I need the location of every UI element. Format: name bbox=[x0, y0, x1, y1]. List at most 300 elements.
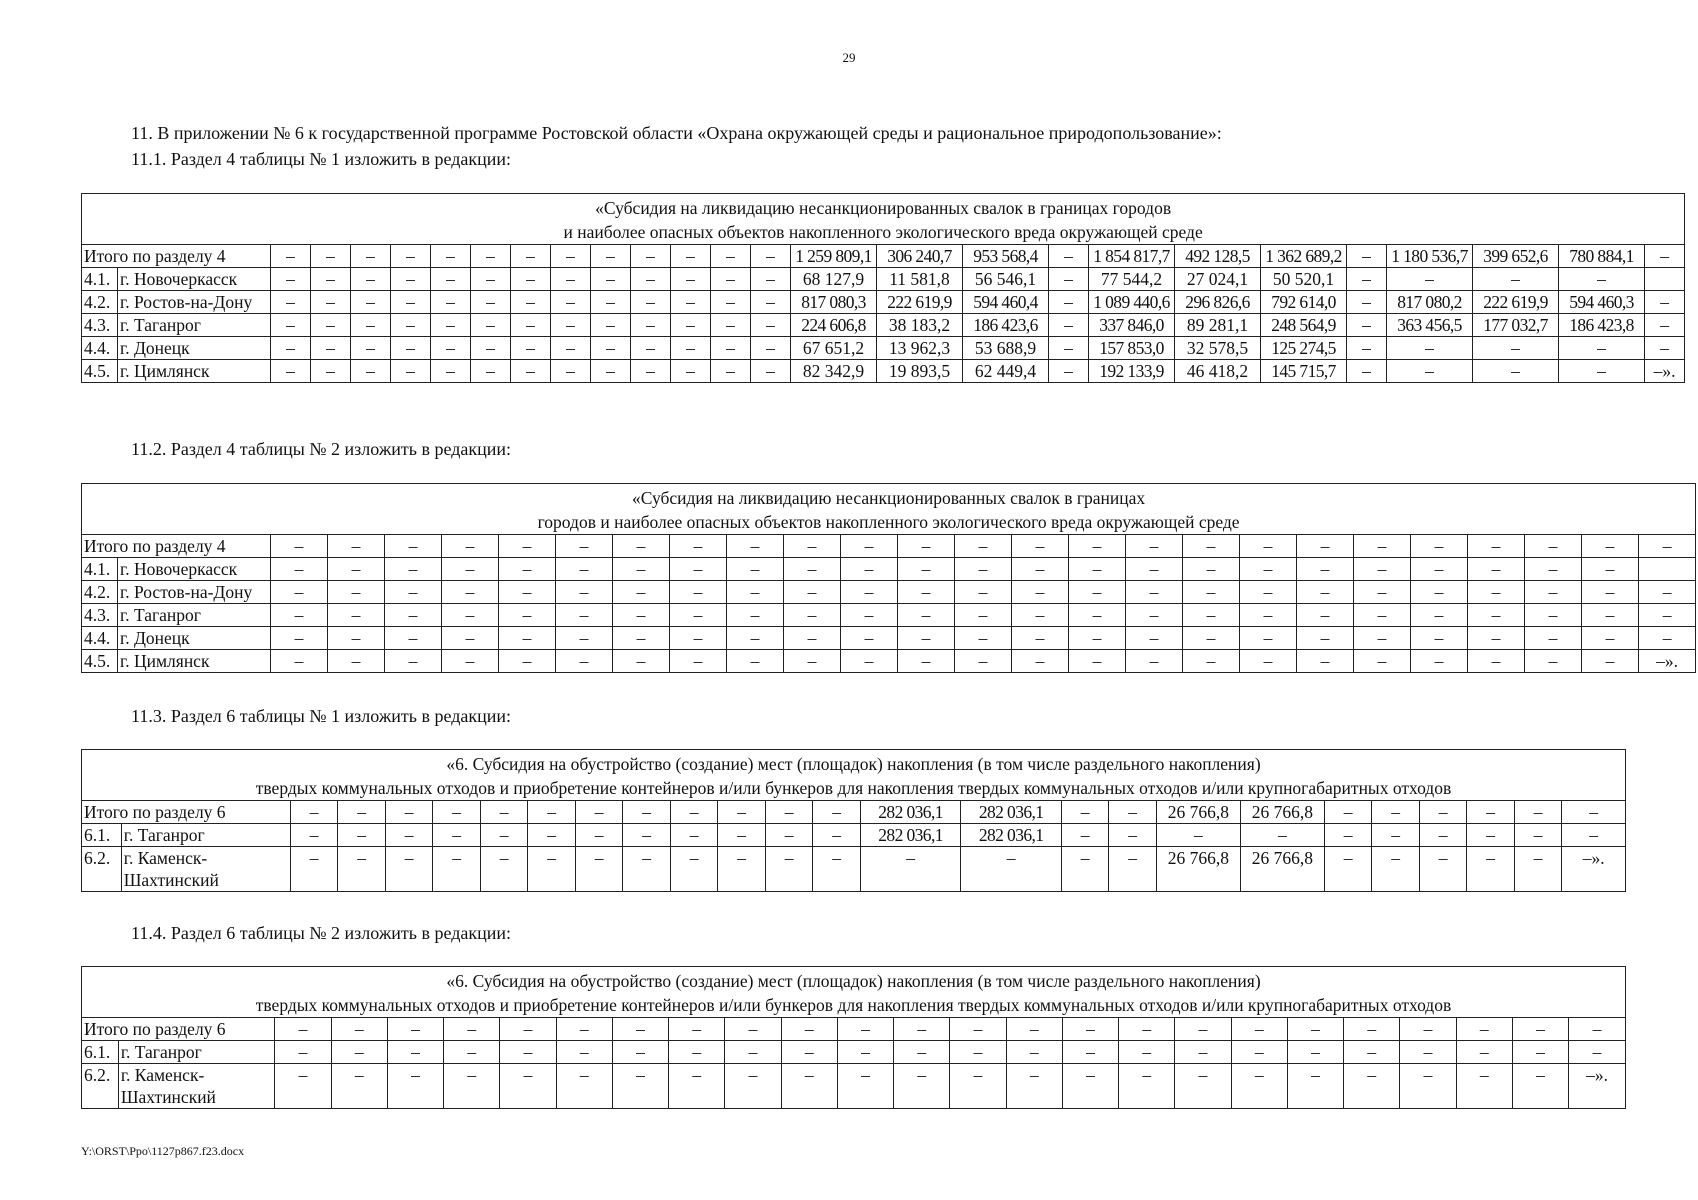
value-cell: – bbox=[271, 604, 328, 627]
value-cell: – bbox=[1049, 268, 1089, 291]
value-cell: 399 652,6 bbox=[1473, 245, 1559, 268]
value-cell: – bbox=[670, 801, 718, 824]
value-cell: – bbox=[612, 1018, 668, 1041]
value-cell: – bbox=[1468, 650, 1525, 673]
row-label: г. Донецк bbox=[118, 627, 271, 650]
caption-line: «6. Субсидия на обустройство (создание) мест (площадок) накопления (в том числе раздельного накопления) bbox=[446, 754, 1261, 774]
value-cell: – bbox=[1411, 558, 1468, 581]
value-cell: 953 568,4 bbox=[963, 245, 1049, 268]
value-cell: 38 183,2 bbox=[877, 314, 963, 337]
value-cell: – bbox=[1126, 581, 1183, 604]
value-cell: – bbox=[311, 360, 351, 383]
value-cell: 1 854 817,7 bbox=[1089, 245, 1175, 268]
value-cell: – bbox=[328, 604, 385, 627]
value-cell: – bbox=[1514, 847, 1562, 892]
value-cell: – bbox=[511, 337, 551, 360]
value-cell: 492 128,5 bbox=[1175, 245, 1261, 268]
value-cell: – bbox=[1347, 268, 1387, 291]
value-cell: – bbox=[1512, 1041, 1568, 1064]
table-section-4-t1 bbox=[81, 193, 1685, 383]
value-cell: 13 962,3 bbox=[877, 337, 963, 360]
value-cell: – bbox=[1559, 360, 1645, 383]
value-cell: – bbox=[671, 291, 711, 314]
value-cell: – bbox=[444, 1041, 500, 1064]
value-cell: – bbox=[1512, 1018, 1568, 1041]
value-cell: 11 581,8 bbox=[877, 268, 963, 291]
value-cell: – bbox=[1287, 1018, 1343, 1041]
value-cell: 32 578,5 bbox=[1175, 337, 1261, 360]
value-cell: – bbox=[328, 535, 385, 558]
value-cell: – bbox=[1645, 291, 1685, 314]
value-cell: – bbox=[442, 650, 499, 673]
value-cell: – bbox=[271, 627, 328, 650]
value-cell: – bbox=[391, 268, 431, 291]
value-cell: – bbox=[431, 360, 471, 383]
value-cell: 26 766,8 bbox=[1240, 801, 1324, 824]
value-cell: 222 619,9 bbox=[1473, 291, 1559, 314]
value-cell bbox=[1639, 558, 1696, 581]
value-cell: – bbox=[860, 847, 961, 892]
value-cell: – bbox=[711, 245, 751, 268]
value-cell: – bbox=[765, 847, 813, 892]
value-cell: – bbox=[391, 245, 431, 268]
value-cell: – bbox=[1049, 245, 1089, 268]
value-cell: – bbox=[556, 558, 613, 581]
table-row bbox=[82, 847, 1626, 892]
value-cell: – bbox=[1126, 650, 1183, 673]
value-cell: – bbox=[1400, 1064, 1456, 1109]
row-number: 4.1. bbox=[82, 268, 118, 291]
value-cell: – bbox=[528, 824, 576, 847]
value-cell: – bbox=[784, 535, 841, 558]
value-cell: – bbox=[556, 650, 613, 673]
value-cell: – bbox=[751, 337, 791, 360]
value-cell: – bbox=[1156, 824, 1240, 847]
value-cell: – bbox=[631, 314, 671, 337]
value-cell: – bbox=[351, 360, 391, 383]
value-cell: – bbox=[1324, 847, 1372, 892]
value-cell: 177 032,7 bbox=[1473, 314, 1559, 337]
value-cell: – bbox=[387, 1041, 443, 1064]
row-label: г. Донецк bbox=[118, 337, 271, 360]
value-cell: – bbox=[751, 314, 791, 337]
value-cell: – bbox=[1062, 1064, 1118, 1109]
value-cell: – bbox=[1473, 268, 1559, 291]
value-cell: 67 651,2 bbox=[791, 337, 877, 360]
value-cell: – bbox=[841, 581, 898, 604]
value-cell: – bbox=[1231, 1041, 1287, 1064]
value-cell: – bbox=[471, 291, 511, 314]
value-cell: – bbox=[727, 581, 784, 604]
value-cell: 77 544,2 bbox=[1089, 268, 1175, 291]
row-label: г. Цимлянск bbox=[118, 360, 271, 383]
value-cell: – bbox=[1240, 824, 1324, 847]
value-cell: – bbox=[1400, 1041, 1456, 1064]
table-section-6-t2 bbox=[81, 966, 1626, 1109]
row-label: г. Таганрог bbox=[118, 604, 271, 627]
value-cell: – bbox=[1411, 535, 1468, 558]
value-cell: – bbox=[1012, 535, 1069, 558]
value-cell: – bbox=[1231, 1064, 1287, 1109]
row-label: г. Каменск-Шахтинский bbox=[121, 847, 290, 892]
total-label: Итого по разделу 4 bbox=[82, 535, 271, 558]
value-cell: – bbox=[631, 291, 671, 314]
value-cell: – bbox=[961, 847, 1062, 892]
value-cell: – bbox=[1049, 360, 1089, 383]
value-cell: –». bbox=[1645, 360, 1685, 383]
total-label: Итого по разделу 6 bbox=[82, 801, 291, 824]
value-cell: – bbox=[1012, 650, 1069, 673]
row-number: 4.3. bbox=[82, 604, 118, 627]
row-label: г. Таганрог bbox=[121, 824, 290, 847]
value-cell: – bbox=[591, 360, 631, 383]
value-cell: – bbox=[784, 604, 841, 627]
value-cell: – bbox=[387, 1018, 443, 1041]
value-cell: – bbox=[338, 824, 386, 847]
value-cell: – bbox=[1126, 604, 1183, 627]
value-cell: – bbox=[1344, 1064, 1400, 1109]
value-cell: – bbox=[271, 314, 311, 337]
value-cell: – bbox=[271, 581, 328, 604]
value-cell: – bbox=[711, 268, 751, 291]
page-number: 29 bbox=[842, 50, 856, 65]
value-cell: – bbox=[1387, 360, 1473, 383]
value-cell: – bbox=[670, 650, 727, 673]
value-cell: 817 080,2 bbox=[1387, 291, 1473, 314]
value-cell: – bbox=[1347, 360, 1387, 383]
value-cell: – bbox=[669, 1064, 725, 1109]
value-cell: – bbox=[499, 558, 556, 581]
value-cell: – bbox=[1387, 337, 1473, 360]
table-caption bbox=[82, 484, 1696, 535]
value-cell: – bbox=[328, 650, 385, 673]
value-cell: – bbox=[271, 650, 328, 673]
value-cell: – bbox=[351, 337, 391, 360]
value-cell: – bbox=[271, 337, 311, 360]
value-cell: – bbox=[338, 847, 386, 892]
value-cell: – bbox=[1562, 801, 1626, 824]
value-cell: – bbox=[290, 847, 338, 892]
value-cell: – bbox=[841, 558, 898, 581]
value-cell: – bbox=[1559, 337, 1645, 360]
value-cell: 26 766,8 bbox=[1156, 801, 1240, 824]
value-cell: – bbox=[499, 604, 556, 627]
value-cell: – bbox=[1525, 581, 1582, 604]
value-cell: – bbox=[1240, 581, 1297, 604]
table-caption bbox=[82, 750, 1626, 801]
value-cell: 222 619,9 bbox=[877, 291, 963, 314]
value-cell: – bbox=[711, 360, 751, 383]
value-cell: – bbox=[391, 314, 431, 337]
value-cell: – bbox=[623, 801, 671, 824]
value-cell: – bbox=[442, 558, 499, 581]
value-cell: – bbox=[671, 268, 711, 291]
value-cell: – bbox=[1231, 1018, 1287, 1041]
value-cell: – bbox=[556, 1064, 612, 1109]
value-cell: – bbox=[1062, 1041, 1118, 1064]
value-cell: – bbox=[1419, 801, 1467, 824]
value-cell: – bbox=[556, 627, 613, 650]
value-cell: – bbox=[1372, 801, 1420, 824]
value-cell: – bbox=[385, 847, 433, 892]
value-cell: – bbox=[718, 847, 766, 892]
value-cell: – bbox=[311, 314, 351, 337]
value-cell: – bbox=[1354, 627, 1411, 650]
value-cell: – bbox=[500, 1041, 556, 1064]
table-row bbox=[82, 627, 1696, 650]
value-cell: – bbox=[275, 1064, 331, 1109]
value-cell: – bbox=[898, 604, 955, 627]
value-cell: – bbox=[480, 801, 528, 824]
row-number: 4.3. bbox=[82, 314, 118, 337]
value-cell: – bbox=[718, 824, 766, 847]
table-row bbox=[82, 1041, 1626, 1064]
value-cell: – bbox=[813, 847, 861, 892]
value-cell: – bbox=[1467, 847, 1515, 892]
value-cell: – bbox=[1347, 245, 1387, 268]
value-cell: 68 127,9 bbox=[791, 268, 877, 291]
value-cell: 89 281,1 bbox=[1175, 314, 1261, 337]
value-cell: – bbox=[781, 1064, 837, 1109]
value-cell: – bbox=[1012, 604, 1069, 627]
value-cell: – bbox=[1006, 1064, 1062, 1109]
value-cell bbox=[1645, 268, 1685, 291]
value-cell: – bbox=[727, 604, 784, 627]
value-cell: 186 423,6 bbox=[963, 314, 1049, 337]
value-cell: – bbox=[1240, 650, 1297, 673]
value-cell: – bbox=[613, 650, 670, 673]
value-cell: – bbox=[1069, 627, 1126, 650]
value-cell: – bbox=[511, 314, 551, 337]
value-cell: – bbox=[385, 824, 433, 847]
value-cell: – bbox=[1012, 558, 1069, 581]
value-cell: – bbox=[950, 1041, 1006, 1064]
table-caption bbox=[82, 194, 1685, 245]
value-cell: – bbox=[444, 1018, 500, 1041]
value-cell: – bbox=[955, 650, 1012, 673]
value-cell: – bbox=[499, 650, 556, 673]
value-cell: – bbox=[613, 535, 670, 558]
value-cell: – bbox=[431, 314, 471, 337]
value-cell: – bbox=[331, 1018, 387, 1041]
value-cell: – bbox=[631, 268, 671, 291]
value-cell: – bbox=[1183, 558, 1240, 581]
value-cell: – bbox=[551, 314, 591, 337]
value-cell: 363 456,5 bbox=[1387, 314, 1473, 337]
value-cell: – bbox=[551, 337, 591, 360]
value-cell: – bbox=[271, 360, 311, 383]
value-cell: – bbox=[387, 1064, 443, 1109]
value-cell: – bbox=[351, 314, 391, 337]
value-cell: – bbox=[955, 558, 1012, 581]
value-cell: 594 460,3 bbox=[1559, 291, 1645, 314]
value-cell: – bbox=[1069, 535, 1126, 558]
table-row bbox=[82, 291, 1685, 314]
caption-line: «6. Субсидия на обустройство (создание) мест (площадок) накопления (в том числе раздельного накопления) bbox=[446, 971, 1261, 991]
value-cell: – bbox=[480, 824, 528, 847]
value-cell: – bbox=[1119, 1018, 1175, 1041]
value-cell: – bbox=[1639, 627, 1696, 650]
value-cell: – bbox=[841, 650, 898, 673]
value-cell: – bbox=[612, 1064, 668, 1109]
value-cell: – bbox=[1512, 1064, 1568, 1109]
value-cell: 50 520,1 bbox=[1261, 268, 1347, 291]
value-cell: – bbox=[328, 627, 385, 650]
value-cell: – bbox=[1645, 314, 1685, 337]
value-cell: – bbox=[1411, 581, 1468, 604]
table-row bbox=[82, 604, 1696, 627]
table-row bbox=[82, 1064, 1626, 1109]
value-cell: – bbox=[511, 291, 551, 314]
value-cell: – bbox=[727, 650, 784, 673]
value-cell: – bbox=[1582, 558, 1639, 581]
value-cell: – bbox=[727, 627, 784, 650]
value-cell: – bbox=[1126, 627, 1183, 650]
value-cell: – bbox=[1240, 627, 1297, 650]
value-cell: – bbox=[669, 1018, 725, 1041]
value-cell: – bbox=[841, 627, 898, 650]
value-cell: – bbox=[1175, 1064, 1231, 1109]
value-cell: – bbox=[1514, 824, 1562, 847]
value-cell: – bbox=[1468, 581, 1525, 604]
value-cell: – bbox=[500, 1064, 556, 1109]
row-label: г. Каменск-Шахтинский bbox=[118, 1064, 275, 1109]
value-cell: – bbox=[499, 535, 556, 558]
value-cell: – bbox=[1582, 627, 1639, 650]
value-cell: – bbox=[1456, 1064, 1512, 1109]
value-cell: – bbox=[1109, 824, 1157, 847]
value-cell: 186 423,8 bbox=[1559, 314, 1645, 337]
value-cell: – bbox=[1006, 1018, 1062, 1041]
value-cell: – bbox=[311, 268, 351, 291]
value-cell: – bbox=[813, 824, 861, 847]
value-cell: – bbox=[433, 847, 481, 892]
value-cell: – bbox=[751, 268, 791, 291]
value-cell: 1 362 689,2 bbox=[1261, 245, 1347, 268]
value-cell: – bbox=[1411, 650, 1468, 673]
row-number: 4.1. bbox=[82, 558, 118, 581]
value-cell: – bbox=[511, 360, 551, 383]
value-cell: – bbox=[671, 314, 711, 337]
value-cell: – bbox=[1297, 581, 1354, 604]
value-cell: 780 884,1 bbox=[1559, 245, 1645, 268]
value-cell: – bbox=[1347, 314, 1387, 337]
value-cell: – bbox=[556, 535, 613, 558]
value-cell: – bbox=[1069, 604, 1126, 627]
value-cell: – bbox=[1387, 268, 1473, 291]
value-cell: – bbox=[898, 627, 955, 650]
value-cell: – bbox=[1183, 604, 1240, 627]
value-cell: – bbox=[955, 604, 1012, 627]
value-cell: – bbox=[591, 245, 631, 268]
value-cell: – bbox=[1126, 558, 1183, 581]
row-number: 6.2. bbox=[82, 847, 122, 892]
value-cell: – bbox=[1297, 558, 1354, 581]
value-cell: – bbox=[471, 337, 511, 360]
row-label: г. Цимлянск bbox=[118, 650, 271, 673]
value-cell: – bbox=[1456, 1018, 1512, 1041]
value-cell: – bbox=[331, 1041, 387, 1064]
value-cell: – bbox=[894, 1064, 950, 1109]
row-label: г. Таганрог bbox=[118, 314, 271, 337]
value-cell: – bbox=[671, 337, 711, 360]
value-cell: – bbox=[1119, 1064, 1175, 1109]
section-4-heading: 11.4. Раздел 6 таблицы № 2 изложить в редакции: bbox=[131, 923, 512, 943]
value-cell: – bbox=[725, 1018, 781, 1041]
value-cell: 1 180 536,7 bbox=[1387, 245, 1473, 268]
row-label: г. Ростов-на-Дону bbox=[118, 581, 271, 604]
value-cell: – bbox=[1297, 535, 1354, 558]
value-cell: – bbox=[1119, 1041, 1175, 1064]
value-cell: – bbox=[1109, 801, 1157, 824]
value-cell: – bbox=[1525, 650, 1582, 673]
value-cell: – bbox=[784, 650, 841, 673]
value-cell: – bbox=[725, 1064, 781, 1109]
row-number: 6.1. bbox=[82, 824, 122, 847]
value-cell: – bbox=[511, 245, 551, 268]
caption-line: твердых коммунальных отходов и приобретение контейнеров и/или бункеров для накопления твердых коммунальных отходов и/или крупногабаритных отходов bbox=[255, 995, 1452, 1015]
total-label: Итого по разделу 6 bbox=[82, 1018, 275, 1041]
value-cell: – bbox=[631, 245, 671, 268]
value-cell: – bbox=[391, 291, 431, 314]
value-cell: 26 766,8 bbox=[1240, 847, 1324, 892]
value-cell: – bbox=[781, 1018, 837, 1041]
row-number: 4.4. bbox=[82, 627, 118, 650]
value-cell: – bbox=[311, 245, 351, 268]
value-cell: – bbox=[528, 847, 576, 892]
value-cell: – bbox=[275, 1041, 331, 1064]
value-cell: – bbox=[442, 535, 499, 558]
value-cell: – bbox=[338, 801, 386, 824]
value-cell: – bbox=[431, 337, 471, 360]
value-cell: – bbox=[950, 1064, 1006, 1109]
value-cell: – bbox=[813, 801, 861, 824]
section-3-heading: 11.3. Раздел 6 таблицы № 1 изложить в редакции: bbox=[131, 706, 512, 726]
value-cell: – bbox=[591, 268, 631, 291]
value-cell: – bbox=[1175, 1041, 1231, 1064]
value-cell: 125 274,5 bbox=[1261, 337, 1347, 360]
table-row bbox=[82, 360, 1685, 383]
section-2-heading: 11.2. Раздел 4 таблицы № 2 изложить в редакции: bbox=[131, 439, 512, 459]
value-cell: – bbox=[751, 245, 791, 268]
value-cell: – bbox=[551, 291, 591, 314]
value-cell: – bbox=[1419, 824, 1467, 847]
value-cell: – bbox=[670, 847, 718, 892]
value-cell: – bbox=[1287, 1041, 1343, 1064]
value-cell: – bbox=[551, 245, 591, 268]
value-cell: – bbox=[1400, 1018, 1456, 1041]
value-cell: – bbox=[613, 558, 670, 581]
table-row bbox=[82, 801, 1626, 824]
value-cell: – bbox=[841, 535, 898, 558]
value-cell: – bbox=[1411, 604, 1468, 627]
value-cell: – bbox=[556, 1041, 612, 1064]
value-cell: – bbox=[670, 627, 727, 650]
value-cell: – bbox=[271, 245, 311, 268]
value-cell: 224 606,8 bbox=[791, 314, 877, 337]
caption-line: и наиболее опасных объектов накопленного экологического вреда окружающей среде bbox=[563, 222, 1203, 242]
value-cell: – bbox=[1347, 337, 1387, 360]
value-cell: – bbox=[1645, 337, 1685, 360]
value-cell: – bbox=[1372, 847, 1420, 892]
value-cell: – bbox=[631, 337, 671, 360]
value-cell: – bbox=[1354, 558, 1411, 581]
value-cell: – bbox=[1525, 627, 1582, 650]
value-cell: – bbox=[1183, 627, 1240, 650]
value-cell: – bbox=[751, 360, 791, 383]
value-cell: 192 133,9 bbox=[1089, 360, 1175, 383]
value-cell: – bbox=[669, 1041, 725, 1064]
